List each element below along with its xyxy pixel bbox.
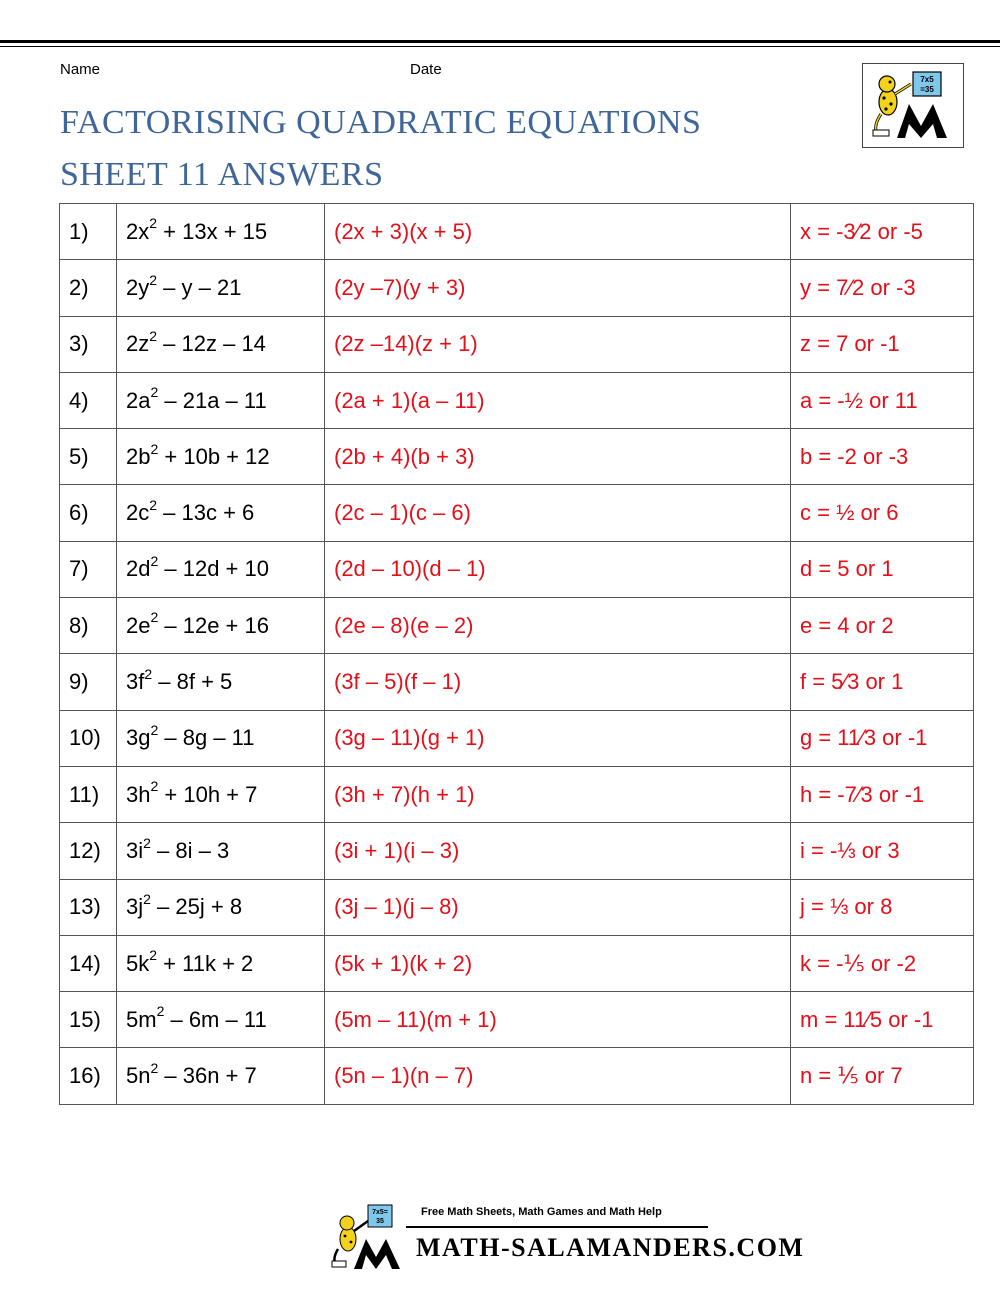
expression-remaining-terms: – 13c + 6	[157, 500, 255, 526]
quadratic-expression	[117, 260, 325, 316]
top-rule	[0, 40, 1000, 43]
expression-lead-term: 2z	[126, 331, 150, 357]
expression-remaining-terms: – 6m – 11	[164, 1006, 267, 1032]
exponent: 2	[144, 665, 153, 682]
footer-logo-text-bottom: 35	[376, 1218, 384, 1225]
factored-answer: (3f – 5)(f – 1)	[325, 654, 791, 710]
solution-answer: n = ⅕ or 7	[791, 1048, 974, 1104]
question-number: 6)	[60, 485, 117, 541]
solution-answer: j = ⅓ or 8	[791, 879, 974, 935]
factored-answer: (2e – 8)(e – 2)	[325, 598, 791, 654]
table-row	[60, 372, 974, 428]
solution-answer: c = ½ or 6	[791, 485, 974, 541]
table-row	[60, 1048, 974, 1104]
expression-remaining-terms: – 25j + 8	[150, 894, 243, 920]
exponent: 2	[150, 778, 159, 795]
solution-answer: e = 4 or 2	[791, 598, 974, 654]
solution-answer: i = -⅓ or 3	[791, 823, 974, 879]
expression-remaining-terms: – y – 21	[157, 274, 242, 300]
quadratic-expression	[117, 1048, 325, 1104]
solution-answer: k = -⅕ or -2	[791, 935, 974, 991]
quadratic-expression	[117, 654, 325, 710]
table-row	[60, 710, 974, 766]
logo-board-text-top: 7x5	[920, 75, 934, 84]
factored-answer: (3i + 1)(i – 3)	[325, 823, 791, 879]
table-row	[60, 992, 974, 1048]
solution-answer: h = -7⁄3 or -1	[791, 766, 974, 822]
table-row	[60, 766, 974, 822]
solution-answer: a = -½ or 11	[791, 372, 974, 428]
factored-answer: (2y –7)(y + 3)	[325, 260, 791, 316]
solution-answer: g = 11⁄3 or -1	[791, 710, 974, 766]
expression-lead-term: 2y	[126, 274, 150, 300]
quadratic-expression	[117, 823, 325, 879]
expression-lead-term: 3f	[126, 669, 145, 695]
quadratic-expression	[117, 485, 325, 541]
exponent: 2	[149, 327, 158, 344]
quadratic-expression	[117, 541, 325, 597]
quadratic-expression	[117, 316, 325, 372]
quadratic-expression	[117, 372, 325, 428]
expression-lead-term: 3g	[126, 725, 151, 751]
factored-answer: (5k + 1)(k + 2)	[325, 935, 791, 991]
salamander-logo	[862, 63, 964, 148]
footer-site-link[interactable]: MATH-SALAMANDERS.COM	[416, 1233, 805, 1262]
question-number: 15)	[60, 992, 117, 1048]
exponent: 2	[150, 1059, 159, 1076]
expression-remaining-terms: – 12e + 16	[158, 612, 269, 638]
footer-tagline: Free Math Sheets, Math Games and Math Help	[421, 1206, 662, 1218]
quadratic-expression	[117, 598, 325, 654]
question-number: 8)	[60, 598, 117, 654]
quadratic-expression	[117, 992, 325, 1048]
expression-lead-term: 3j	[126, 894, 144, 920]
exponent: 2	[149, 947, 158, 964]
exponent: 2	[149, 215, 158, 232]
factored-answer: (5m – 11)(m + 1)	[325, 992, 791, 1048]
expression-lead-term: 3h	[126, 781, 151, 807]
expression-remaining-terms: – 12d + 10	[158, 556, 269, 582]
top-rule-thin	[0, 46, 1000, 47]
expression-lead-term: 2a	[126, 387, 151, 413]
factored-answer: (2z –14)(z + 1)	[325, 316, 791, 372]
name-label: Name	[60, 61, 101, 78]
quadratic-expression	[117, 204, 325, 260]
date-label: Date	[410, 61, 442, 78]
factored-answer: (3j – 1)(j – 8)	[325, 879, 791, 935]
expression-remaining-terms: + 13x + 15	[157, 218, 268, 244]
table-row	[60, 260, 974, 316]
quadratic-expression	[117, 429, 325, 485]
expression-lead-term: 5n	[126, 1063, 151, 1089]
expression-remaining-terms: – 12z – 14	[157, 331, 266, 357]
expression-lead-term: 2e	[126, 612, 151, 638]
table-row	[60, 541, 974, 597]
exponent: 2	[150, 721, 159, 738]
expression-remaining-terms: – 21a – 11	[158, 387, 267, 413]
expression-remaining-terms: – 8g – 11	[158, 725, 255, 751]
question-number: 7)	[60, 541, 117, 597]
exponent: 2	[149, 496, 158, 513]
question-number: 11)	[60, 766, 117, 822]
table-row	[60, 316, 974, 372]
quadratic-expression	[117, 879, 325, 935]
exponent: 2	[149, 271, 158, 288]
footer-rule	[406, 1226, 708, 1228]
question-number: 12)	[60, 823, 117, 879]
quadratic-expression	[117, 766, 325, 822]
factored-answer: (2a + 1)(a – 11)	[325, 372, 791, 428]
expression-lead-term: 5m	[126, 1006, 157, 1032]
exponent: 2	[143, 834, 151, 851]
footer	[326, 1203, 805, 1271]
table-row	[60, 429, 974, 485]
expression-lead-term: 2b	[126, 443, 151, 469]
factored-answer: (3g – 11)(g + 1)	[325, 710, 791, 766]
factored-answer: (2b + 4)(b + 3)	[325, 429, 791, 485]
table-row	[60, 879, 974, 935]
expression-remaining-terms: + 10h + 7	[158, 781, 258, 807]
expression-lead-term: 3i	[126, 837, 144, 863]
footer-logo-text-top: 7x5=	[372, 1209, 388, 1216]
table-row	[60, 485, 974, 541]
expression-remaining-terms: + 11k + 2	[157, 950, 254, 976]
table-row	[60, 823, 974, 879]
expression-lead-term: 5k	[126, 950, 150, 976]
solution-answer: m = 11⁄5 or -1	[791, 992, 974, 1048]
table-row	[60, 935, 974, 991]
question-number: 10)	[60, 710, 117, 766]
question-number: 1)	[60, 204, 117, 260]
expression-remaining-terms: + 10b + 12	[158, 443, 270, 469]
expression-lead-term: 2d	[126, 556, 151, 582]
question-number: 5)	[60, 429, 117, 485]
question-number: 2)	[60, 260, 117, 316]
exponent: 2	[150, 440, 159, 457]
solution-answer: b = -2 or -3	[791, 429, 974, 485]
factored-answer: (5n – 1)(n – 7)	[325, 1048, 791, 1104]
exponent: 2	[150, 609, 159, 626]
quadratic-expression	[117, 710, 325, 766]
table-row	[60, 654, 974, 710]
expression-lead-term: 2c	[126, 500, 150, 526]
solution-answer: d = 5 or 1	[791, 541, 974, 597]
expression-remaining-terms: – 8f + 5	[152, 669, 233, 695]
exponent: 2	[156, 1003, 165, 1020]
factored-answer: (2c – 1)(c – 6)	[325, 485, 791, 541]
exponent: 2	[143, 890, 151, 907]
answers-table	[59, 203, 974, 1105]
logo-board-text-bottom: =35	[920, 85, 934, 94]
table-row	[60, 204, 974, 260]
question-number: 9)	[60, 654, 117, 710]
quadratic-expression	[117, 935, 325, 991]
question-number: 14)	[60, 935, 117, 991]
answers-table-body	[60, 204, 974, 1105]
solution-answer: y = 7⁄2 or -3	[791, 260, 974, 316]
question-number: 13)	[60, 879, 117, 935]
exponent: 2	[150, 553, 159, 570]
question-number: 16)	[60, 1048, 117, 1104]
exponent: 2	[150, 384, 159, 401]
question-number: 3)	[60, 316, 117, 372]
solution-answer: z = 7 or -1	[791, 316, 974, 372]
footer-logo	[326, 1203, 406, 1271]
expression-remaining-terms: – 8i – 3	[150, 837, 230, 863]
factored-answer: (3h + 7)(h + 1)	[325, 766, 791, 822]
table-row	[60, 598, 974, 654]
page-title: FACTORISING QUADRATIC EQUATIONS	[60, 104, 702, 141]
expression-lead-term: 2x	[126, 218, 150, 244]
page-subtitle: SHEET 11 ANSWERS	[60, 156, 384, 193]
factored-answer: (2d – 10)(d – 1)	[325, 541, 791, 597]
expression-remaining-terms: – 36n + 7	[158, 1063, 257, 1089]
factored-answer: (2x + 3)(x + 5)	[325, 204, 791, 260]
question-number: 4)	[60, 372, 117, 428]
solution-answer: f = 5⁄3 or 1	[791, 654, 974, 710]
solution-answer: x = -3⁄2 or -5	[791, 204, 974, 260]
